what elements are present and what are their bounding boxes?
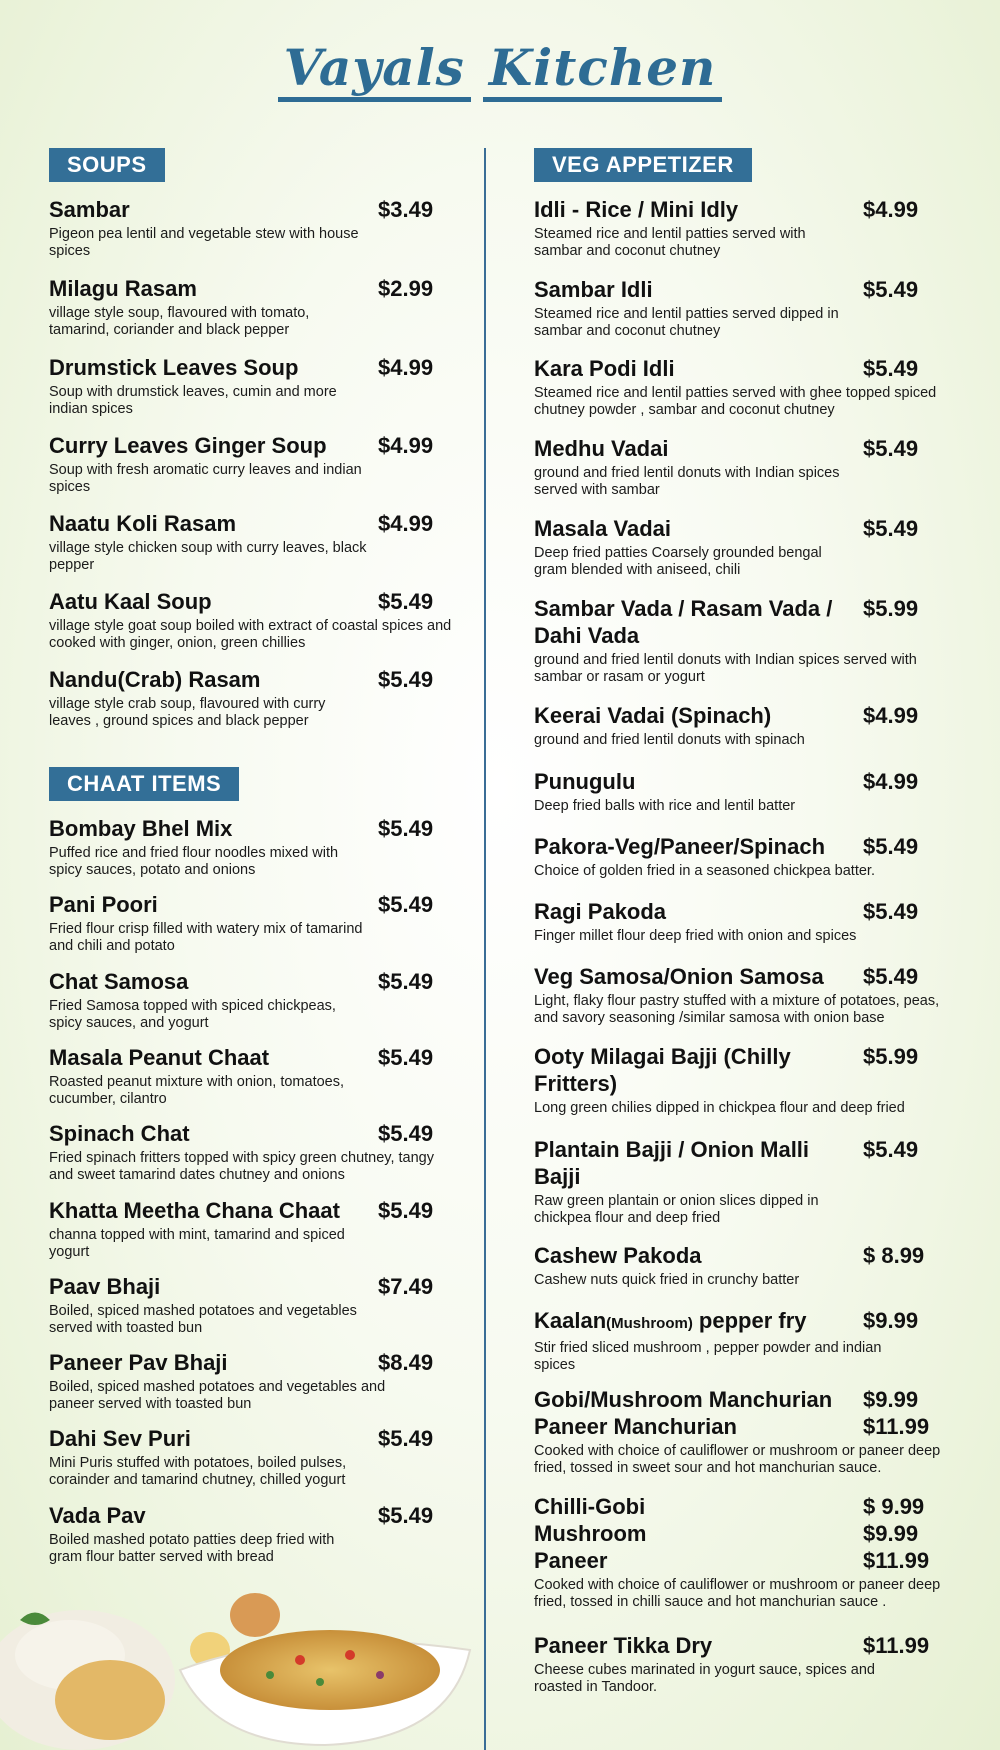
item-name: Aatu Kaal Soup — [49, 589, 212, 614]
menu-item — [534, 1242, 954, 1289]
item-name: Masala Vadai — [534, 516, 671, 541]
item-name: Punugulu — [534, 769, 636, 794]
item-name: Ragi Pakoda — [534, 899, 667, 924]
menu-item — [49, 891, 434, 955]
item-price: $5.49 — [378, 816, 434, 841]
item-name-part: Kaalan — [534, 1308, 607, 1333]
item-name: Kara Podi Idli — [534, 356, 675, 381]
item-name: Medhu Vadai — [534, 436, 669, 461]
section-header-soups: SOUPS — [49, 148, 165, 182]
item-description: ground and fried lentil donuts with Indian spices served with sambar or rasam or yogurt — [534, 652, 917, 685]
item-description: Choice of golden fried in a seasoned chickpea batter. — [534, 863, 875, 879]
samosa-chaat — [55, 1660, 165, 1740]
title-word-1: Vayals — [278, 43, 471, 102]
item-name: Veg Samosa/Onion Samosa — [534, 964, 824, 989]
menu-item — [49, 1120, 459, 1184]
item-price: $4.99 — [378, 511, 434, 536]
item-name: Vada Pav — [49, 1503, 146, 1528]
item-price: $5.49 — [378, 1503, 434, 1528]
item-price: $5.49 — [863, 1137, 919, 1162]
food-photo-illustration — [0, 1560, 480, 1750]
tomato-bit — [345, 1650, 355, 1660]
item-price: $2.99 — [378, 276, 434, 301]
item-price: $5.49 — [863, 899, 919, 924]
item-price: $7.49 — [378, 1274, 434, 1299]
item-name: Chat Samosa — [49, 969, 189, 994]
item-description: Cashew nuts quick fried in crunchy batter — [534, 1272, 800, 1288]
item-price: $4.99 — [863, 197, 919, 222]
item-price: $5.49 — [863, 436, 919, 461]
item-price: $4.99 — [863, 769, 919, 794]
item-name — [534, 1307, 854, 1337]
item-name: Naatu Koli Rasam — [49, 511, 237, 536]
menu-item — [534, 833, 954, 880]
item-price: $5.49 — [863, 516, 919, 541]
column-divider — [484, 148, 486, 1750]
menu-item — [49, 196, 434, 260]
item-description: Steamed rice and lentil patties served with ghee topped spiced chutney powder , sambar and coconut chutney — [534, 385, 937, 418]
item-name: Chilli-Gobi — [534, 1494, 646, 1519]
menu-item — [49, 1502, 434, 1566]
menu-item — [534, 515, 919, 579]
tomato-bit — [295, 1655, 305, 1665]
item-price: $4.99 — [378, 433, 434, 458]
menu-item — [49, 666, 434, 730]
item-price: $3.49 — [378, 197, 434, 222]
item-description: Soup with fresh aromatic curry leaves and indian spices — [49, 462, 362, 495]
item-name: Dahi Sev Puri — [49, 1426, 191, 1451]
onion-bit — [376, 1671, 384, 1679]
item-name: Sambar Idli — [534, 277, 653, 302]
item-price: $5.49 — [378, 1426, 434, 1451]
item-name: Keerai Vadai (Spinach) — [534, 703, 772, 728]
item-variant-row — [534, 1547, 954, 1574]
item-price: $5.49 — [863, 356, 919, 381]
item-price: $ 8.99 — [863, 1243, 925, 1268]
item-description: ground and fried lentil donuts with spinach — [534, 732, 805, 748]
menu-item — [534, 1307, 919, 1374]
item-price: $5.49 — [378, 589, 434, 614]
item-name: Bombay Bhel Mix — [49, 816, 233, 841]
menu-item — [49, 510, 434, 574]
menu-item — [534, 196, 919, 260]
menu-item — [534, 1632, 930, 1696]
item-description: Steamed rice and lentil patties served with sambar and coconut chutney — [534, 226, 806, 259]
item-price: $9.99 — [863, 1521, 919, 1546]
item-name: Paneer Tikka Dry — [534, 1633, 713, 1658]
item-name: Idli - Rice / Mini Idly — [534, 197, 739, 222]
item-price: $4.99 — [863, 703, 919, 728]
restaurant-title — [0, 38, 1000, 102]
item-name: Pakora-Veg/Paneer/Spinach — [534, 834, 826, 859]
item-description: Boiled mashed potato patties deep fried with gram flour batter served with bread — [49, 1532, 335, 1565]
item-price: $11.99 — [863, 1633, 930, 1658]
item-variant-row — [534, 1413, 954, 1440]
menu-item — [49, 275, 434, 339]
item-price: $5.49 — [378, 1121, 434, 1146]
item-description: Stir fried sliced mushroom , pepper powder and indian spices — [534, 1340, 882, 1373]
item-price: $5.49 — [863, 277, 919, 302]
item-name: Khatta Meetha Chana Chaat — [49, 1198, 340, 1223]
item-description: Soup with drumstick leaves, cumin and more indian spices — [49, 384, 337, 417]
item-price: $5.49 — [378, 892, 434, 917]
menu-item — [49, 1349, 434, 1413]
item-variant-row — [534, 1520, 954, 1547]
item-name: Nandu(Crab) Rasam — [49, 667, 261, 692]
item-name: Masala Peanut Chaat — [49, 1045, 270, 1070]
item-description: Deep fried balls with rice and lentil batter — [534, 798, 796, 814]
item-description: Cooked with choice of cauliflower or mushroom or paneer deep fried, tossed in chilli sauce and hot manchurian sauce . — [534, 1577, 941, 1610]
item-name: Paav Bhaji — [49, 1274, 161, 1299]
item-price: $ 9.99 — [863, 1494, 925, 1519]
item-price: $5.99 — [863, 1044, 919, 1069]
menu-item — [49, 1197, 434, 1261]
menu-item — [49, 1044, 434, 1108]
item-name: Paneer — [534, 1548, 608, 1573]
item-description: Deep fried patties Coarsely grounded bengal gram blended with aniseed, chili — [534, 545, 822, 578]
menu-item — [49, 1273, 434, 1337]
item-description: Pigeon pea lentil and vegetable stew with house spices — [49, 226, 359, 259]
item-description: Boiled, spiced mashed potatoes and vegetables and paneer served with toasted bun — [49, 1379, 386, 1412]
menu-item — [534, 768, 954, 815]
item-price: $11.99 — [863, 1414, 930, 1439]
item-price: $9.99 — [863, 1387, 919, 1412]
section-header-veg-appetizer: VEG APPETIZER — [534, 148, 752, 182]
menu-item — [49, 1425, 434, 1489]
cilantro-bit — [316, 1678, 324, 1686]
item-description: Finger millet flour deep fried with onion and spices — [534, 928, 857, 944]
item-description: village style crab soup, flavoured with curry leaves , ground spices and black pepper — [49, 696, 326, 729]
item-description: ground and fried lentil donuts with Indian spices served with sambar — [534, 465, 840, 498]
item-price: $5.49 — [378, 969, 434, 994]
item-description: Roasted peanut mixture with onion, tomatoes, cucumber, cilantro — [49, 1074, 344, 1107]
item-name: Sambar Vada / Rasam Vada / Dahi Vada — [534, 596, 833, 648]
menu-item — [534, 595, 954, 686]
item-description: Light, flaky flour pastry stuffed with a mixture of potatoes, peas, and savory seasoning /similar samosa with onion base — [534, 993, 940, 1026]
item-name: Drumstick Leaves Soup — [49, 355, 299, 380]
item-name: Milagu Rasam — [49, 276, 197, 301]
item-price: $5.49 — [863, 834, 919, 859]
item-description: Steamed rice and lentil patties served dipped in sambar and coconut chutney — [534, 306, 839, 339]
item-description: Cheese cubes marinated in yogurt sauce, spices and roasted in Tandoor. — [534, 1662, 875, 1695]
menu-item — [49, 815, 434, 879]
menu-item — [49, 968, 434, 1032]
item-name: Sambar — [49, 197, 130, 222]
item-name: Paneer Pav Bhaji — [49, 1350, 228, 1375]
item-price: $5.49 — [378, 1198, 434, 1223]
menu-item — [534, 963, 954, 1027]
item-name: Paneer Manchurian — [534, 1414, 737, 1439]
item-description: Puffed rice and fried flour noodles mixed with spicy sauces, potato and onions — [49, 845, 339, 878]
puri — [230, 1593, 280, 1637]
item-price: $11.99 — [863, 1548, 930, 1573]
menu-item — [534, 435, 919, 499]
section-header-chaat: CHAAT ITEMS — [49, 767, 239, 801]
cilantro-bit — [266, 1671, 274, 1679]
item-name: Pani Poori — [49, 892, 158, 917]
menu-item — [534, 1493, 954, 1611]
item-description: Fried spinach fritters topped with spicy green chutney, tangy and sweet tamarind dates chutney and onions — [49, 1150, 434, 1183]
menu-item — [534, 276, 919, 340]
item-name: Ooty Milagai Bajji (Chilly Fritters) — [534, 1044, 791, 1096]
item-name: Curry Leaves Ginger Soup — [49, 433, 327, 458]
menu-item — [49, 588, 459, 652]
title-word-2: Kitchen — [483, 43, 723, 102]
item-description: channa topped with mint, tamarind and spiced yogurt — [49, 1227, 345, 1260]
menu-item — [534, 1136, 919, 1227]
item-name: Mushroom — [534, 1521, 647, 1546]
item-name-note: (Mushroom) — [606, 1315, 693, 1332]
menu-item — [534, 355, 954, 419]
menu-item — [49, 432, 434, 496]
item-price: $5.49 — [863, 964, 919, 989]
item-price: $5.49 — [378, 1045, 434, 1070]
item-description: village style soup, flavoured with tomato, tamarind, coriander and black pepper — [49, 305, 310, 338]
item-description: Boiled, spiced mashed potatoes and vegetables served with toasted bun — [49, 1303, 357, 1336]
item-name: Spinach Chat — [49, 1121, 190, 1146]
menu-item — [534, 1043, 954, 1117]
item-price: $5.49 — [378, 667, 434, 692]
item-price: $5.99 — [863, 596, 919, 621]
menu-item — [534, 1386, 954, 1477]
menu-item — [49, 354, 434, 418]
bhel-mix — [220, 1630, 440, 1710]
item-description: village style chicken soup with curry leaves, black pepper — [49, 540, 367, 573]
item-price: $4.99 — [378, 355, 434, 380]
item-description: Raw green plantain or onion slices dipped in chickpea flour and deep fried — [534, 1193, 819, 1226]
item-description: Mini Puris stuffed with potatoes, boiled pulses, coraindеr and tamarind chutney, chilled yogurt — [49, 1455, 347, 1488]
menu-item — [534, 702, 954, 749]
item-description: Fried Samosa topped with spiced chickpeas, spicy sauces, and yogurt — [49, 998, 336, 1031]
item-name: Gobi/Mushroom Manchurian — [534, 1387, 833, 1412]
menu-item — [534, 898, 954, 945]
item-description: Cooked with choice of cauliflower or mushroom or paneer deep fried, tossed in sweet sour and hot manchurian sauce. — [534, 1443, 941, 1476]
item-price: $8.49 — [378, 1350, 434, 1375]
item-description: Fried flour crisp filled with watery mix of tamarind and chili and potato — [49, 921, 363, 954]
item-description: village style goat soup boiled with extract of coastal spices and cooked with ginger, onion, green chillies — [49, 618, 452, 651]
item-name: Plantain Bajji / Onion Malli Bajji — [534, 1137, 810, 1189]
item-description: Long green chilies dipped in chickpea flour and deep fried — [534, 1100, 905, 1116]
item-name: Cashew Pakoda — [534, 1243, 702, 1268]
item-price: $9.99 — [863, 1308, 919, 1333]
item-name-part: pepper fry — [692, 1308, 807, 1333]
